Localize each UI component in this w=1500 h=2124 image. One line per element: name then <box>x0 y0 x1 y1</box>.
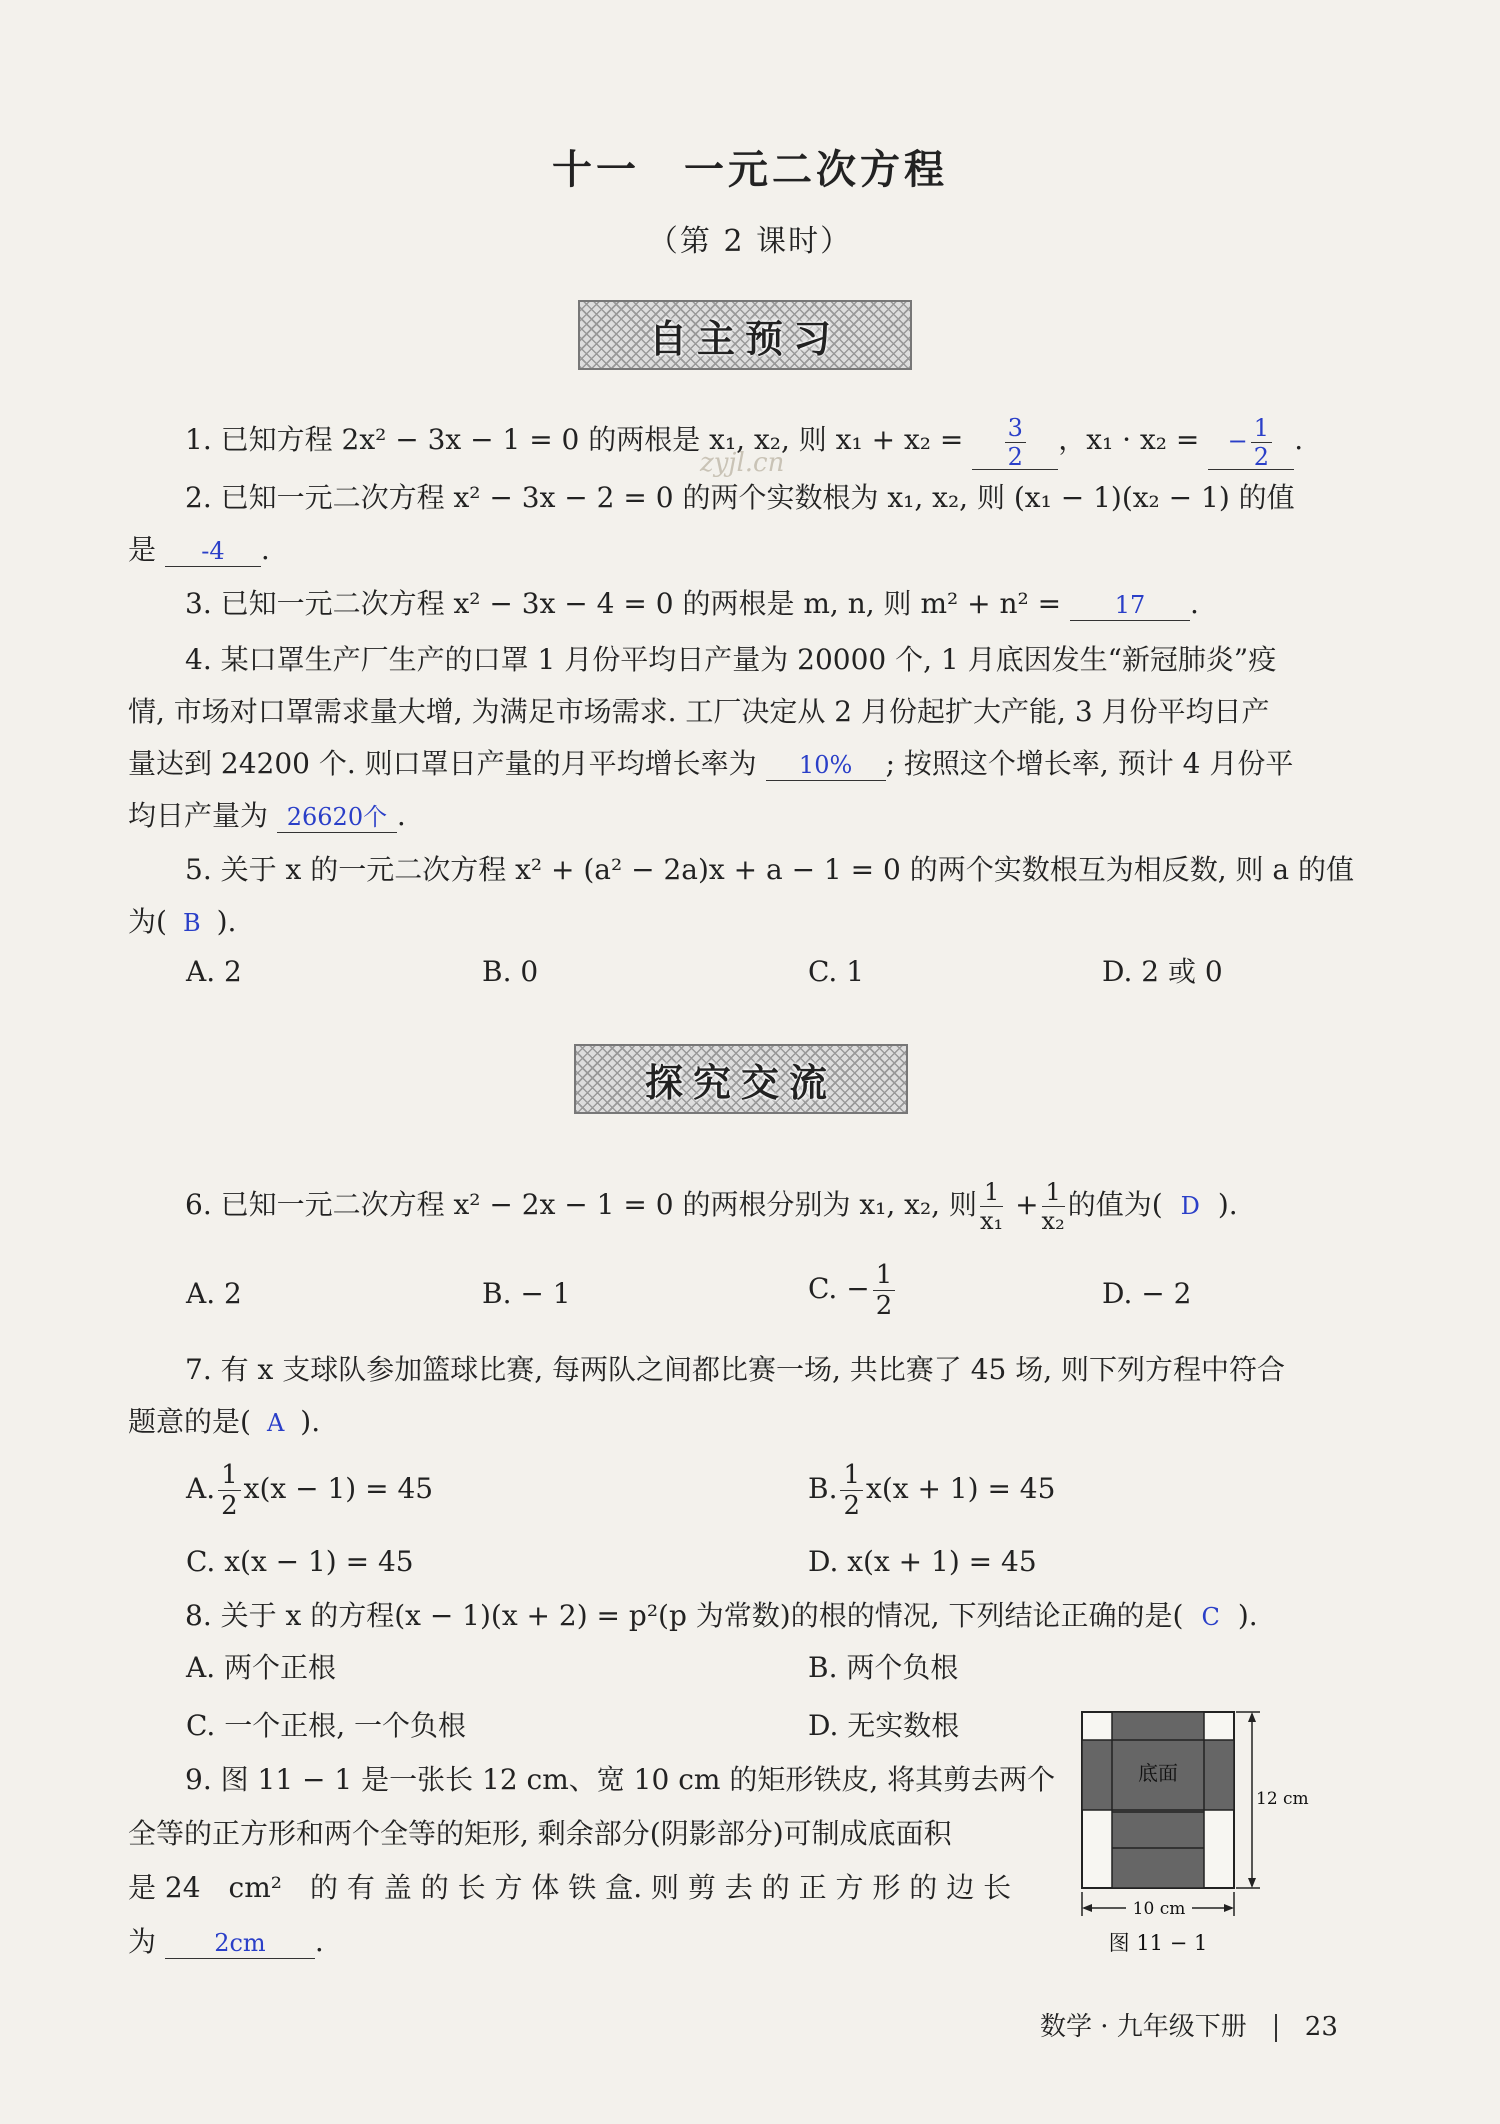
page-number: 23 <box>1304 2012 1338 2042</box>
question-2-line-1: 2. 已知一元二次方程 x² − 3x − 2 = 0 的两个实数根为 x₁, x₂, 则 (x₁ − 1)(x₂ − 1) 的值 <box>185 481 1295 514</box>
q6-answer: D <box>1180 1192 1200 1220</box>
q1-answer-product: − $\frac{1}{2}$ <box>1208 416 1294 470</box>
question-9-line-1: 9. 图 11 − 1 是一张长 12 cm、宽 10 cm 的矩形铁皮, 将其剪去两个 <box>185 1763 1056 1796</box>
question-4-line-2: 情, 市场对口罩需求量大增, 为满足市场需求. 工厂决定从 2 月份起扩大产能, 3 月份平均日产 <box>128 695 1270 728</box>
q7-option-a: A. $\frac{1}{2}$ x(x − 1) = 45 <box>186 1460 434 1521</box>
question-4-line-3: 量达到 24200 个. 则口罩日产量的月平均增长率为 10% ; 按照这个增长率, 预计 4 月份平 <box>128 747 1294 780</box>
q8-option-a: A. 两个正根 <box>186 1651 337 1684</box>
width-label: 10 cm <box>1132 1899 1186 1919</box>
figure-11-1 <box>1070 1700 1309 1960</box>
q1-product-fraction: $\frac{1}{2}$ <box>1251 416 1272 469</box>
q8-option-b: B. 两个负根 <box>808 1651 959 1684</box>
q4-answer-output: 26620个 <box>277 802 397 833</box>
q7-option-c: C. x(x − 1) = 45 <box>186 1545 414 1578</box>
question-4-line-1: 4. 某口罩生产厂生产的口罩 1 月份平均日产量为 20000 个, 1 月底因发生“新冠肺炎”疫 <box>185 643 1277 676</box>
q7-option-b: B. $\frac{1}{2}$ x(x + 1) = 45 <box>808 1460 1056 1521</box>
q7-answer: A <box>266 1409 285 1437</box>
page-subtitle: （第 2 课时） <box>647 224 853 259</box>
question-1: 1. 已知方程 2x² − 3x − 1 = 0 的两根是 x₁, x₂, 则 x₁ + x₂ = $\frac{3}{2}$ ，x₁ · x₂ = − $\frac{1}{2}$ . <box>185 414 1304 471</box>
question-2-line-2: 是 -4 . <box>128 533 270 566</box>
q6-option-b: B. − 1 <box>482 1277 571 1310</box>
base-label: 底面 <box>1138 1761 1178 1785</box>
question-9-line-4: 为 2cm . <box>128 1925 324 1958</box>
q8-answer: C <box>1201 1603 1220 1631</box>
height-label: 12 cm <box>1256 1789 1309 1809</box>
question-9-line-3: 是 24 cm² 的 有 盖 的 长 方 体 铁 盒. 则 剪 去 的 正 方 形 的 边 长 <box>128 1871 1012 1904</box>
section-banner-explore <box>574 1044 908 1114</box>
q5-option-a: A. 2 <box>186 955 242 988</box>
question-7-line-1: 7. 有 x 支球队参加篮球比赛, 每两队之间都比赛一场, 共比赛了 45 场, 则下列方程中符合 <box>185 1353 1286 1386</box>
q7-option-d: D. x(x + 1) = 45 <box>808 1545 1037 1578</box>
question-5-line-1: 5. 关于 x 的一元二次方程 x² + (a² − 2a)x + a − 1 = 0 的两个实数根互为相反数, 则 a 的值 <box>185 853 1355 886</box>
q5-option-b: B. 0 <box>482 955 539 988</box>
question-8: 8. 关于 x 的方程(x − 1)(x + 2) = p²(p 为常数)的根的情况, 下列结论正确的是( C ). <box>185 1599 1258 1632</box>
q3-answer: 17 <box>1070 590 1190 621</box>
question-7-line-2: 题意的是( A ). <box>128 1405 321 1438</box>
q8-option-d: D. 无实数根 <box>808 1709 960 1742</box>
q8-option-c: C. 一个正根, 一个负根 <box>186 1709 467 1742</box>
q9-answer: 2cm <box>165 1928 315 1959</box>
section-title-preview: 自主预习 <box>648 316 841 361</box>
question-3: 3. 已知一元二次方程 x² − 3x − 4 = 0 的两根是 m, n, 则 m² + n² = 17 . <box>185 587 1199 620</box>
q1-answer-sum <box>972 416 1058 470</box>
watermark: zyjl.cn <box>700 448 785 478</box>
q5-option-d: D. 2 或 0 <box>1102 955 1223 988</box>
q6-option-d: D. − 2 <box>1102 1277 1192 1310</box>
page-title: 十一 一元二次方程 <box>552 147 948 193</box>
q6-option-a: A. 2 <box>186 1277 242 1310</box>
question-9-line-2: 全等的正方形和两个全等的矩形, 剩余部分(阴影部分)可制成底面积 <box>128 1817 952 1850</box>
question-5-line-2: 为( B ). <box>128 905 237 938</box>
question-6: 6. 已知一元二次方程 x² − 2x − 1 = 0 的两根分别为 x₁, x₂, 则 $\frac{1}{\text{x₁}}$ + $\frac{1}{\text{x₂}}$ 的值为( D ). <box>185 1178 1238 1235</box>
q6-fraction-1: $\frac{1}{\text{x₁}}$ <box>980 1178 1004 1235</box>
q1-sum-fraction: $\frac{3}{2}$ <box>1005 416 1026 469</box>
q6-fraction-2: $\frac{1}{\text{x₂}}$ <box>1041 1178 1065 1235</box>
q5-answer: B <box>182 909 201 937</box>
q1-prefix: 1. 已知方程 2x² − 3x − 1 = 0 的两根是 x₁, x₂, 则 x₁ + x₂ = <box>185 423 964 456</box>
figure-caption: 图 11 − 1 <box>1108 1931 1208 1955</box>
section-banner-preview <box>578 300 912 370</box>
page-footer <box>1040 2006 1338 2043</box>
footer-book: 数学 · 九年级下册 <box>1040 2012 1247 2042</box>
q2-answer: -4 <box>165 536 261 567</box>
q4-answer-rate: 10% <box>766 750 886 781</box>
q1-mid: ，x₁ · x₂ = <box>1058 423 1200 456</box>
footer-divider <box>1275 2014 1277 2042</box>
q5-option-c: C. 1 <box>808 955 865 988</box>
q6-option-c: C. − $\frac{1}{2}$ <box>808 1262 898 1319</box>
question-4-line-4: 均日产量为 26620个 . <box>128 799 406 832</box>
section-title-explore: 探究交流 <box>644 1060 837 1105</box>
